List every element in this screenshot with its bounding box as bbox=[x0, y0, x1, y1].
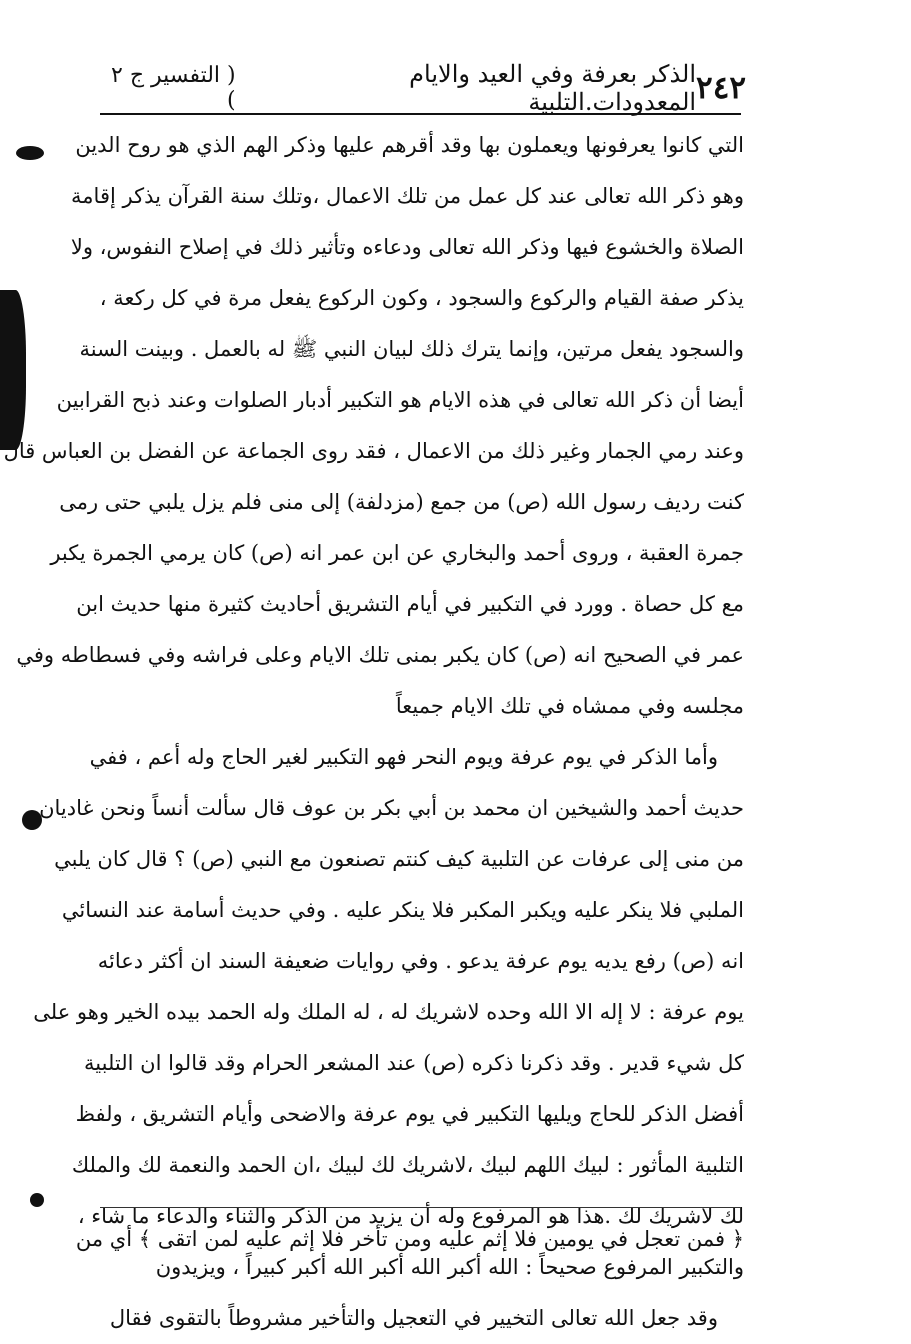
text-line: من منى إلى عرفات عن التلبية كيف كنتم تصنعون مع النبي (ص) ؟ قال كان يلبي bbox=[54, 847, 744, 871]
header-rule bbox=[100, 113, 741, 115]
text-line: التي كانوا يعرفونها ويعملون بها وقد أقرهم عليها وذكر الهم الذي هو روح الدين bbox=[75, 133, 744, 157]
text-line: وعند رمي الجمار وغير ذلك من الاعمال ، فقد روى الجماعة عن الفضل بن العباس قال bbox=[3, 439, 744, 463]
verse-rule bbox=[100, 1207, 741, 1208]
paragraph-first-line: وأما الذكر في يوم عرفة ويوم النحر فهو التكبير لغير الحاج وله أعم ، ففي bbox=[89, 745, 718, 769]
paragraph-first-line: وقد جعل الله تعالى التخيير في التعجيل والتأخير مشروطاً بالتقوى فقال bbox=[109, 1306, 718, 1330]
ink-blot bbox=[30, 1193, 44, 1207]
text-line: مجلسه وفي ممشاه في تلك الايام جميعاً bbox=[395, 694, 744, 718]
ink-blot bbox=[16, 146, 44, 160]
text-line: انه (ص) رفع يديه يوم عرفة يدعو . وفي روايات ضعيفة السند ان أكثر دعائه bbox=[97, 949, 744, 973]
text-line: كنت رديف رسول الله (ص) من جمع (مزدلفة) إلى منى فلم يزل يلبي حتى رمى bbox=[59, 490, 744, 514]
text-line: والتكبير المرفوع صحيحاً : الله أكبر الله أكبر الله أكبر كبيراً ، ويزيدون bbox=[155, 1255, 744, 1279]
text-line: أيضا أن ذكر الله تعالى في هذه الايام هو التكبير أدبار الصلوات وعند ذبح القرابين bbox=[56, 388, 744, 412]
text-line: الصلاة والخشوع فيها وذكر الله تعالى ودعاءه وتأثير ذلك في إصلاح النفوس، ولا bbox=[70, 235, 744, 259]
text-line: يوم عرفة : لا إله الا الله وحده لاشريك له ، له الملك وله الحمد بيده الخير وهو على bbox=[33, 1000, 744, 1024]
quran-verse-line: ﴿ فمن تعجل في يومين فلا إثم عليه ومن تأخر فلا إثم عليه لمن اتقى ﴾ أي من bbox=[75, 1227, 744, 1251]
running-title: الذكر بعرفة وفي العيد والايام المعدودات.التلبية bbox=[409, 60, 697, 116]
body-text bbox=[3, 120, 744, 1344]
text-line: عمر في الصحيح انه (ص) كان يكبر بمنى تلك الايام وعلى فراشه وفي فسطاطه وفي bbox=[16, 643, 744, 667]
text-line: والسجود يفعل مرتين، وإنما يترك ذلك لبيان النبي ﷺ له بالعمل . وبينت السنة bbox=[79, 337, 744, 361]
text-line: التلبية المأثور : لبيك اللهم لبيك ،لاشريك لك لبيك ،ان الحمد والنعمة لك والملك bbox=[71, 1153, 744, 1177]
text-line: حديث أحمد والشيخين ان محمد بن أبي بكر بن عوف قال سألت أنساً ونحن غاديان bbox=[39, 796, 744, 820]
text-line: يذكر صفة القيام والركوع والسجود ، وكون الركوع يفعل مرة في كل ركعة ، bbox=[99, 286, 744, 310]
text-line: جمرة العقبة ، وروى أحمد والبخاري عن ابن عمر انه (ص) كان يرمي الجمرة يكبر bbox=[50, 541, 744, 565]
text-line: كل شيء قدير . وقد ذكرنا ذكره (ص) عند المشعر الحرام وقد قالوا ان التلبية bbox=[84, 1051, 744, 1075]
volume-reference: ( التفسير ج ٢ ) bbox=[111, 63, 236, 113]
text-line: مع كل حصاة . وورد في التكبير في أيام التشريق أحاديث كثيرة منها حديث ابن bbox=[76, 592, 744, 616]
text-line: أفضل الذكر للحاج ويليها التكبير في يوم عرفة والاضحى وأيام التشريق ، ولفظ bbox=[75, 1102, 744, 1126]
text-line: وهو ذكر الله تعالى عند كل عمل من تلك الاعمال ،وتلك سنة القرآن يذكر إقامة bbox=[71, 184, 744, 208]
text-line: لك لاشريك لك .هذا هو المرفوع وله أن يزيد من الذكر والثناء والدعاء ما شاء ، bbox=[77, 1204, 744, 1228]
page-number: ٢٤٢ bbox=[696, 70, 746, 106]
text-line: الملبي فلا ينكر عليه ويكبر المكبر فلا ينكر عليه . وفي حديث أسامة عند النسائي bbox=[61, 898, 744, 922]
page-header bbox=[96, 60, 746, 116]
